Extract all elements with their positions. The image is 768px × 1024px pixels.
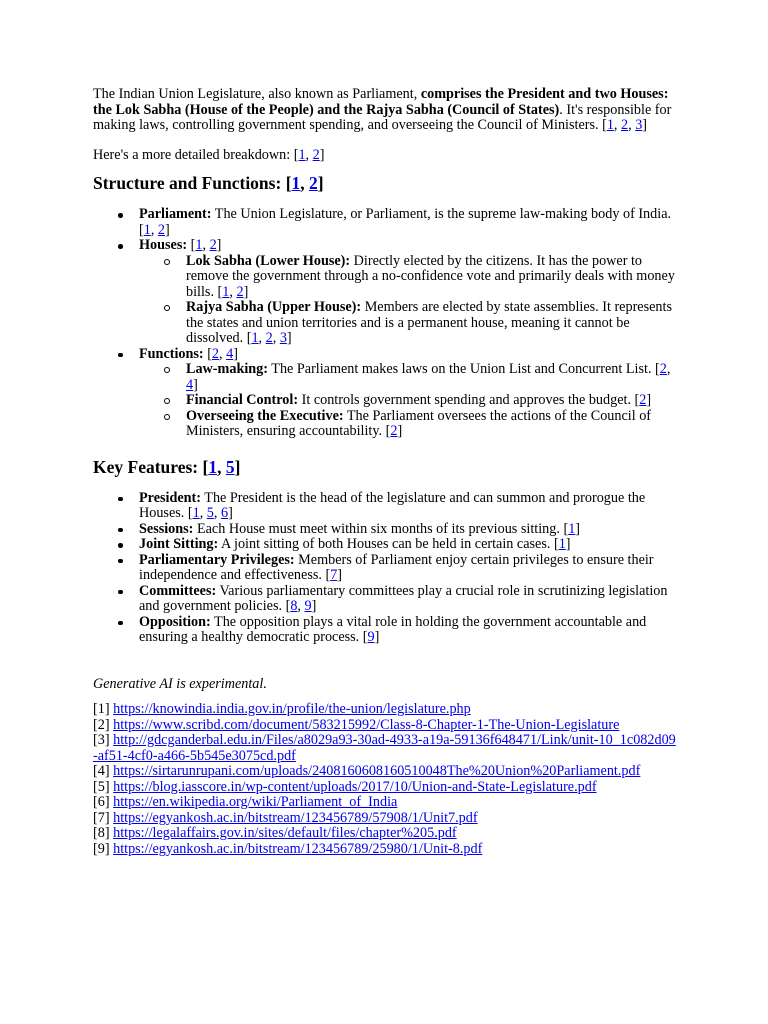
citation-link[interactable]: 4 — [226, 345, 234, 362]
intro-text-end: . It's responsible for making laws, controlling government spending, and overseeing the Council of Ministers. — [93, 101, 672, 133]
item-text: A joint sitting of both Houses can be held in certain cases. — [218, 536, 554, 552]
key-features-list — [139, 491, 678, 646]
citation-link[interactable]: 1 — [195, 237, 203, 253]
reference-item — [93, 718, 678, 734]
citation-link[interactable]: 2 — [236, 283, 244, 300]
reference-link[interactable]: https://en.wikipedia.org/wiki/Parliament_of_India — [113, 794, 398, 810]
citation-link[interactable]: 1 — [298, 146, 306, 163]
list-item: Sessions: Each House must meet within six months of its previous sitting. [1] — [139, 522, 678, 538]
intro-paragraph — [93, 87, 678, 134]
list-item: Financial Control: It controls government spending and approves the budget. [2] — [186, 393, 678, 409]
list-item: Rajya Sabha (Upper House): Members are elected by state assemblies. It represents the states and union territories and is a permanent house, meaning it cannot be dissolved. [1, 2, 3] — [186, 300, 678, 347]
item-label: Financial Control: — [186, 392, 299, 408]
citation-link[interactable]: 2 — [312, 146, 320, 163]
reference-number: [2] — [93, 716, 110, 733]
citation-link[interactable]: 2 — [265, 330, 273, 346]
list-item: Opposition: The opposition plays a vital role in holding the government accountable and ensuring a healthy democratic process. [9] — [139, 615, 678, 646]
item-label: Lok Sabha (Lower House): — [186, 252, 351, 269]
item-text: Directly elected by the citizens. It has the power to remove the government through a no-confidence vote and primarily deals with money bills. — [186, 252, 675, 300]
list-item: Joint Sitting: A joint sitting of both Houses can be held in certain cases. [1] — [139, 537, 678, 553]
reference-number: [9] — [93, 840, 110, 857]
list-item: Committees: Various parliamentary committees play a crucial role in scrutinizing legislation and government policies. [8, 9] — [139, 584, 678, 615]
citation-link[interactable]: 1 — [291, 173, 301, 193]
citation-link[interactable]: 1 — [568, 520, 576, 537]
reference-link[interactable]: https://egyankosh.ac.in/bitstream/123456789/25980/1/Unit-8.pdf — [113, 840, 483, 857]
citation-link[interactable]: 6 — [220, 505, 229, 521]
breakdown-text: Here's a more detailed breakdown: — [93, 146, 294, 163]
citation-link[interactable]: 3 — [635, 117, 643, 133]
reference-number: [1] — [93, 701, 110, 717]
reference-link[interactable]: http://gdcganderbal.edu.in/Files/a8029a93-30ad-4933-a19a-59136f648471/Link/unit-10_1c082d09-af51-4cf0-a466-5b545e3075cd.pdf — [93, 732, 676, 764]
item-text — [204, 346, 208, 362]
item-label: Opposition: — [139, 613, 211, 630]
reference-item — [93, 795, 678, 811]
citation-link[interactable]: 1 — [606, 117, 614, 133]
intro-bold-text: comprises the President and two Houses: the Lok Sabha (House of the People) and the Rajya Sabha (Council of States) — [93, 86, 669, 118]
references-list — [93, 702, 678, 857]
citation-link[interactable]: 2 — [390, 423, 398, 439]
reference-link[interactable]: https://egyankosh.ac.in/bitstream/123456789/57908/1/Unit7.pdf — [113, 809, 478, 826]
item-text: Various parliamentary committees play a crucial role in scrutinizing legislation and government policies. — [139, 582, 668, 614]
citation-link[interactable]: 1 — [558, 536, 566, 552]
reference-item — [93, 702, 678, 718]
sub-list — [186, 362, 678, 440]
list-item: Houses: [1, 2] Lok Sabha (Lower House): Directly elected by the citizens. It has the power to remove the government through a no-confidence vote and primarily deals with money bills. [1, 2] Rajya Sabha (Upper House): Members are elected by state assemblies. It represents the states and union territories and is a permanent house, meaning it cannot be dissolved. [1, 2, 3] — [139, 238, 678, 347]
citation-link[interactable]: 5 — [206, 505, 214, 521]
citation-link[interactable]: 9 — [304, 598, 312, 614]
disclaimer: Generative AI is experimental. — [93, 675, 267, 692]
reference-link[interactable]: https://www.scribd.com/document/583215992/Class-8-Chapter-1-The-Union-Legislature — [113, 716, 620, 733]
citation-link[interactable]: 2 — [309, 173, 318, 193]
item-text: The Parliament oversees the actions of the Council of Ministers, ensuring accountability. — [186, 407, 652, 439]
item-label: Law-making: — [186, 361, 268, 377]
item-text: Each House must meet within six months of its previous sitting. — [193, 520, 564, 537]
item-label: Parliament: — [139, 206, 212, 222]
reference-link[interactable]: https://knowindia.india.gov.in/profile/the-union/legislature.php — [113, 701, 471, 717]
reference-number: [3] — [93, 732, 110, 748]
item-text: Members of Parliament enjoy certain privileges to ensure their independence and effectiveness. — [139, 551, 654, 583]
citation-link[interactable]: 4 — [186, 376, 194, 393]
citation-link[interactable]: 1 — [143, 221, 151, 238]
citation-link[interactable]: 1 — [208, 456, 218, 477]
intro-text: The Indian Union Legislature, also known as Parliament, — [93, 86, 421, 102]
document — [93, 87, 678, 857]
reference-item — [93, 811, 678, 827]
reference-number: [4] — [93, 763, 110, 779]
item-text: The opposition plays a vital role in holding the government accountable and ensuring a healthy democratic process. — [139, 613, 647, 645]
item-label: Sessions: — [139, 520, 194, 537]
citation-link[interactable]: 2 — [659, 361, 667, 377]
citation-link[interactable]: 5 — [225, 456, 235, 477]
structure-list — [139, 207, 678, 440]
list-item: Parliamentary Privileges: Members of Parliament enjoy certain privileges to ensure their independence and effectiveness. [7] — [139, 553, 678, 584]
reference-number: [6] — [93, 794, 110, 810]
citation-group: [1, 5] — [202, 456, 241, 477]
key-features-heading: Key Features: [1, 5] — [93, 456, 241, 477]
citation-group: [1, 2, 3] — [602, 117, 648, 133]
reference-number: [7] — [93, 809, 110, 826]
sub-list — [186, 254, 678, 347]
item-label: Parliamentary Privileges: — [139, 551, 295, 568]
item-label: Overseeing the Executive: — [186, 407, 344, 424]
citation-link[interactable]: 2 — [621, 117, 629, 133]
item-label: President: — [139, 489, 201, 506]
citation-group: [1, 2] — [285, 173, 324, 193]
reference-number: [5] — [93, 778, 110, 795]
citation-link[interactable]: 8 — [290, 598, 298, 614]
item-text: The President is the head of the legislature and can summon and prorogue the Houses. — [139, 489, 646, 521]
citation-link[interactable]: 9 — [367, 629, 375, 645]
reference-link[interactable]: https://legalaffairs.gov.in/sites/default/files/chapter%205.pdf — [113, 825, 457, 841]
citation-link[interactable]: 2 — [211, 345, 220, 362]
item-text: It controls government spending and approves the budget. — [298, 392, 635, 408]
breakdown-line — [93, 148, 678, 164]
list-item: Parliament: The Union Legislature, or Parliament, is the supreme law-making body of India. [1, 2] — [139, 207, 678, 238]
citation-group: [1, 2] — [293, 146, 325, 163]
citation-link[interactable]: 2 — [639, 392, 647, 408]
list-item: President: The President is the head of the legislature and can summon and prorogue the Houses. [1, 5, 6] — [139, 491, 678, 522]
reference-item — [93, 780, 678, 796]
item-label: Committees: — [139, 582, 217, 599]
item-label: Houses: — [139, 237, 188, 253]
item-label: Joint Sitting: — [139, 536, 219, 552]
citation-link[interactable]: 3 — [279, 330, 287, 346]
item-label: Functions: — [139, 345, 204, 362]
reference-item — [93, 826, 678, 842]
item-text: The Parliament makes laws on the Union List and Concurrent List. — [267, 361, 656, 377]
citation-link[interactable]: 1 — [192, 505, 200, 521]
list-item: Overseeing the Executive: The Parliament oversees the actions of the Council of Ministers, ensuring accountability. [2] — [186, 409, 678, 440]
item-text: Members are elected by state assemblies. It represents the states and union territories and is a permanent house, meaning it cannot be dissolved. — [186, 299, 672, 346]
list-item: Lok Sabha (Lower House): Directly elected by the citizens. It has the power to remove the government through a no-confidence vote and primarily deals with money bills. [1, 2] — [186, 254, 678, 301]
citation-link[interactable]: 1 — [251, 330, 259, 346]
list-item: Law-making: The Parliament makes laws on the Union List and Concurrent List. [2, 4] — [186, 362, 678, 393]
reference-item — [93, 764, 678, 780]
item-label: Rajya Sabha (Upper House): — [186, 299, 362, 315]
citation-link[interactable]: 2 — [157, 221, 166, 238]
citation-link[interactable]: 1 — [222, 283, 230, 300]
reference-link[interactable]: https://blog.iasscore.in/wp-content/uploads/2017/10/Union-and-State-Legislature.pdf — [113, 778, 597, 795]
reference-link[interactable]: https://sirtarunrupani.com/uploads/2408160608160510048The%20Union%20Parliament.pdf — [113, 763, 641, 779]
item-text — [187, 237, 191, 253]
reference-item — [93, 842, 678, 858]
structure-heading: Structure and Functions: [1, 2] — [93, 173, 324, 193]
list-item: Functions: [2, 4] Law-making: The Parliament makes laws on the Union List and Concurrent List. [2, 4] Financial Control: It controls government spending and approves the budget. [2] Overseeing the Executive: The Parliament oversees the actions of the Council of Ministers, ensuring accountability. [2] — [139, 347, 678, 440]
item-text: The Union Legislature, or Parliament, is the supreme law-making body of India. — [211, 206, 672, 222]
reference-item — [93, 733, 678, 764]
citation-link[interactable]: 7 — [330, 567, 338, 583]
reference-number: [8] — [93, 825, 110, 841]
citation-link[interactable]: 2 — [209, 237, 217, 253]
